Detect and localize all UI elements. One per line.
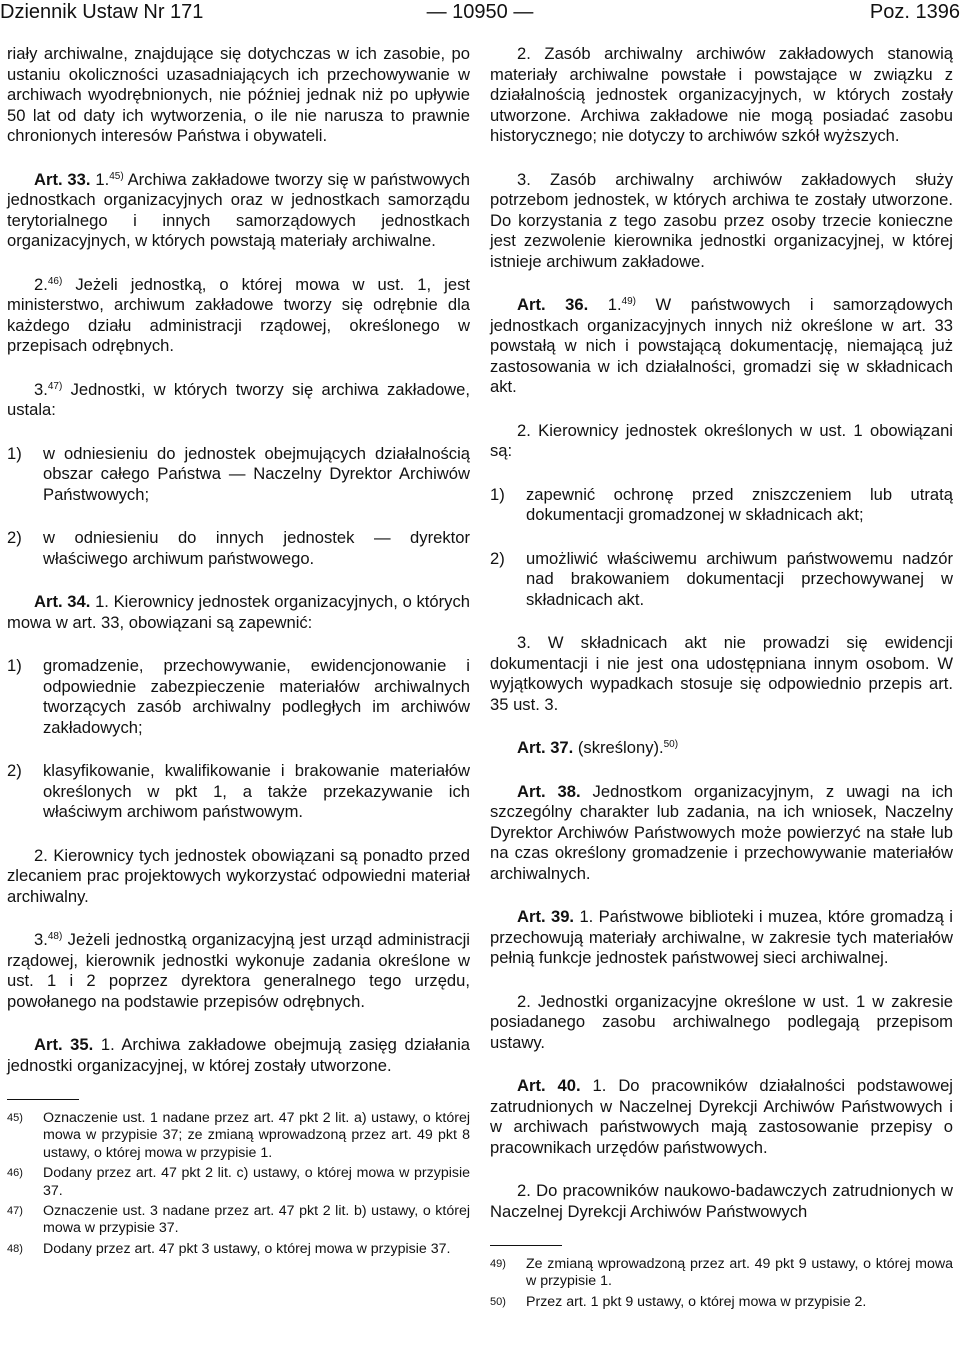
art33-ust2: 2.$^{46)}$ Jeżeli jednostką, o której mowa w ust. 1, jest ministerstwo, archiwum zakładowe tworzy się odrębnie dla każdego działu administracji rządowej, określonego w przepisach odrębnych. bbox=[7, 274, 470, 355]
art35-ust1: Art. 35. 1. Archiwa zakładowe obejmują zasięg działania jednostki organizacyjnej, w której zostały utworzone. bbox=[7, 1035, 470, 1075]
footnote: 46) Dodany przez art. 47 pkt 2 lit. c) ustawy, o której mowa w przypisie 37. bbox=[7, 1165, 470, 1199]
article-label: Art. 40. bbox=[517, 1076, 581, 1095]
footnote-ref: 47) bbox=[47, 380, 63, 392]
article-label: Art. 33. bbox=[34, 169, 91, 189]
art36-ust2: 2. Kierownicy jednostek określonych w ust. 1 obowiązani są: bbox=[490, 420, 953, 460]
art39-ust1: Art. 39. 1. Państwowe biblioteki i muzea, które gromadzą i przechowują materiały archiwalne, w zakresie tych materiałów pełnią funkcje jednostek państwowej sieci archiwalnej. bbox=[490, 907, 953, 967]
footnote: 45) Oznaczenie ust. 1 nadane przez art. 47 pkt 2 lit. a) ustawy, o której mowa w przypisie 37; ze zmianą wprowadzoną przez art. 49 pkt 8 ustawy, o której mowa w przypisie 1. bbox=[7, 1110, 470, 1161]
footnote-separator bbox=[7, 1099, 79, 1100]
footnote-ref: 48) bbox=[47, 931, 63, 942]
art34-ust2: 2. Kierownicy tych jednostek obowiązani są ponadto przed zlecaniem prac projektowych wykorzystać odpowiedni materiał archiwalny. bbox=[7, 845, 470, 906]
article-label: Art. 36. bbox=[517, 295, 589, 314]
footnote-ref: 45) bbox=[109, 170, 124, 182]
footnote: 49) Ze zmianą wprowadzoną przez art. 49 pkt 9 ustawy, o której mowa w przypisie 1. bbox=[490, 1256, 953, 1290]
art34-ust1: Art. 34. 1. Kierownicy jednostek organizacyjnych, o których mowa w art. 33, obowiązani są zapewnić: bbox=[7, 592, 470, 632]
art33-ust3: 3.$^{47)}$ Jednostki, w których tworzy się archiwa zakładowe, ustala: bbox=[7, 379, 470, 419]
paragraph: riały archiwalne, znajdujące się dotychczas w ich zasobie, po ustaniu okoliczności uzasadniających ich przechowywanie w archiwach wyodrębnionych, nie później jednak niż po upływie 50 lat od daty ich wytworzenia, o ile nie narusza to prawnie chronionych interesów Państwa i obywateli. bbox=[7, 44, 470, 145]
art35-ust3: 3. Zasób archiwalny archiwów zakładowych służy potrzebom jednostek, w których archiwa te zostały utworzone. Do korzystania z tego zasobu przez osoby trzecie konieczne jest zezwolenie kierownika jednostki organizacyjnej, w której istnieje archiwum zakładowe. bbox=[490, 169, 953, 271]
art38: Art. 38. Jednostkom organizacyjnym, z uwagi na ich szczególny charakter lub zadania, na ich wniosek, Naczelny Dyrektor Archiwów Państwowych może powierzyć na stałe lub na czas określony gromadzenie i przechowywanie materiałów archiwalnych. bbox=[490, 781, 954, 883]
art40-ust2: 2. Do pracowników naukowo-badawczych zatrudnionych w Naczelnej Dyrekcji Archiwów Państwowych bbox=[490, 1181, 953, 1221]
art35-ust2: 2. Zasób archiwalny archiwów zakładowych stanowią materiały archiwalne powstałe i powstające w związku z działalnością jednostek organizacyjnych, w których zostały utworzone. Archiwa zakładowe nie mogą posiadać zasobu historycznego; nie dotyczy to archiwów szkół wyższych. bbox=[490, 44, 953, 145]
footnote: 48) Dodany przez art. 47 pkt 3 ustawy, o której mowa w przypisie 37. bbox=[7, 1240, 451, 1257]
art40-ust1: Art. 40. 1. Do pracowników działalności podstawowej zatrudnionych w Naczelnej Dyrekcji Archiwów Państwowych i w archiwach państwowych mają zastosowanie przepisy o pracownikach urzędów państwowych. bbox=[490, 1076, 953, 1157]
footnote: 47) Oznaczenie ust. 3 nadane przez art. 47 pkt 2 lit. b) ustawy, o której mowa w przypisie 37. bbox=[7, 1203, 470, 1237]
page-header bbox=[0, 0, 960, 24]
art34-ust3: 3.$^{48)}$ Jeżeli jednostką organizacyjną jest urząd administracji rządowej, kierownik jednostki wykonuje zadania określone w ust. 1 i 2 poprzez dyrektora generalnego tego urzędu, powołanego na podstawie przepisów odrębnych. bbox=[7, 930, 470, 1011]
article-label: Art. 38. bbox=[517, 781, 581, 801]
art37: Art. 37. (skreślony).$^{50)}$ bbox=[517, 738, 679, 757]
footnote: 50) Przez art. 1 pkt 9 ustawy, o której mowa w przypisie 2. bbox=[490, 1293, 867, 1310]
art36-ust1: Art. 36. 1.$^{49)}$ W państwowych i samorządowych jednostkach organizacyjnych innych niż określone w art. 33 powstałą w nich i powstającą dokumentację, niemającą już zastosowania w ich działalności, gromadzi się w składnicach akt. bbox=[490, 295, 953, 396]
art36-ust3: 3. W składnicach akt nie prowadzi się ewidencji dokumentacji i nie jest ona udostępniana innym osobom. W wyjątkowych wypadkach stosuje się odpowiednio przepis art. 35 ust. 3. bbox=[490, 633, 953, 714]
footnote-ref: 46) bbox=[47, 275, 63, 287]
left-column bbox=[7, 44, 470, 1261]
article-label: Art. 34. bbox=[34, 592, 91, 611]
right-column bbox=[490, 44, 953, 1314]
article-label: Art. 39. bbox=[517, 907, 575, 926]
list-item: 2) w odniesieniu do innych jednostek — dyrektor właściwego archiwum państwowego. bbox=[7, 528, 470, 568]
list-item: 2) umożliwić właściwemu archiwum państwowemu nadzór nad brakowaniem dokumentacji przechowywanej w składnicach akt. bbox=[490, 548, 953, 609]
art33-ust1: Art. 33. 1.$^{45)}$ Archiwa zakładowe tworzy się w państwowych jednostkach organizacyjnych oraz w jednostkach samorządu terytorialnego i innych samorządowych jednostkach organizacyjnych, w których powstają materiały archiwalne. bbox=[7, 169, 470, 250]
list-item: 1) w odniesieniu do jednostek obejmujących działalnością obszar całego Państwa — Naczelny Dyrektor Archiwów Państwowych; bbox=[7, 443, 470, 504]
footnote-separator bbox=[490, 1245, 562, 1246]
footnote-ref: 50) bbox=[663, 739, 679, 750]
position-number: Poz. 1396 bbox=[869, 1, 960, 23]
list-item: 2) klasyfikowanie, kwalifikowanie i brakowanie materiałów określonych w pkt 1, a także przekazywanie ich właściwym archiwom państwowym. bbox=[7, 761, 470, 821]
art39-ust2: 2. Jednostki organizacyjne określone w ust. 1 w zakresie posiadanego zasobu archiwalnego podlegają przepisom ustawy. bbox=[490, 991, 953, 1052]
page-number: — 10950 — bbox=[426, 1, 534, 23]
article-label: Art. 35. bbox=[34, 1035, 94, 1054]
footnote-ref: 49) bbox=[621, 296, 637, 307]
list-item: 1) zapewnić ochronę przed zniszczeniem lub utratą dokumentacji gromadzonej w składnicach akt; bbox=[490, 484, 953, 524]
article-label: Art. 37. bbox=[517, 738, 574, 757]
journal-title: Dziennik Ustaw Nr 171 bbox=[0, 1, 204, 23]
list-item: 1) gromadzenie, przechowywanie, ewidencjonowanie i odpowiednie zabezpieczenie materiałów archiwalnych tworzących zasób archiwalny podległych im archiwów zakładowych; bbox=[7, 656, 470, 737]
